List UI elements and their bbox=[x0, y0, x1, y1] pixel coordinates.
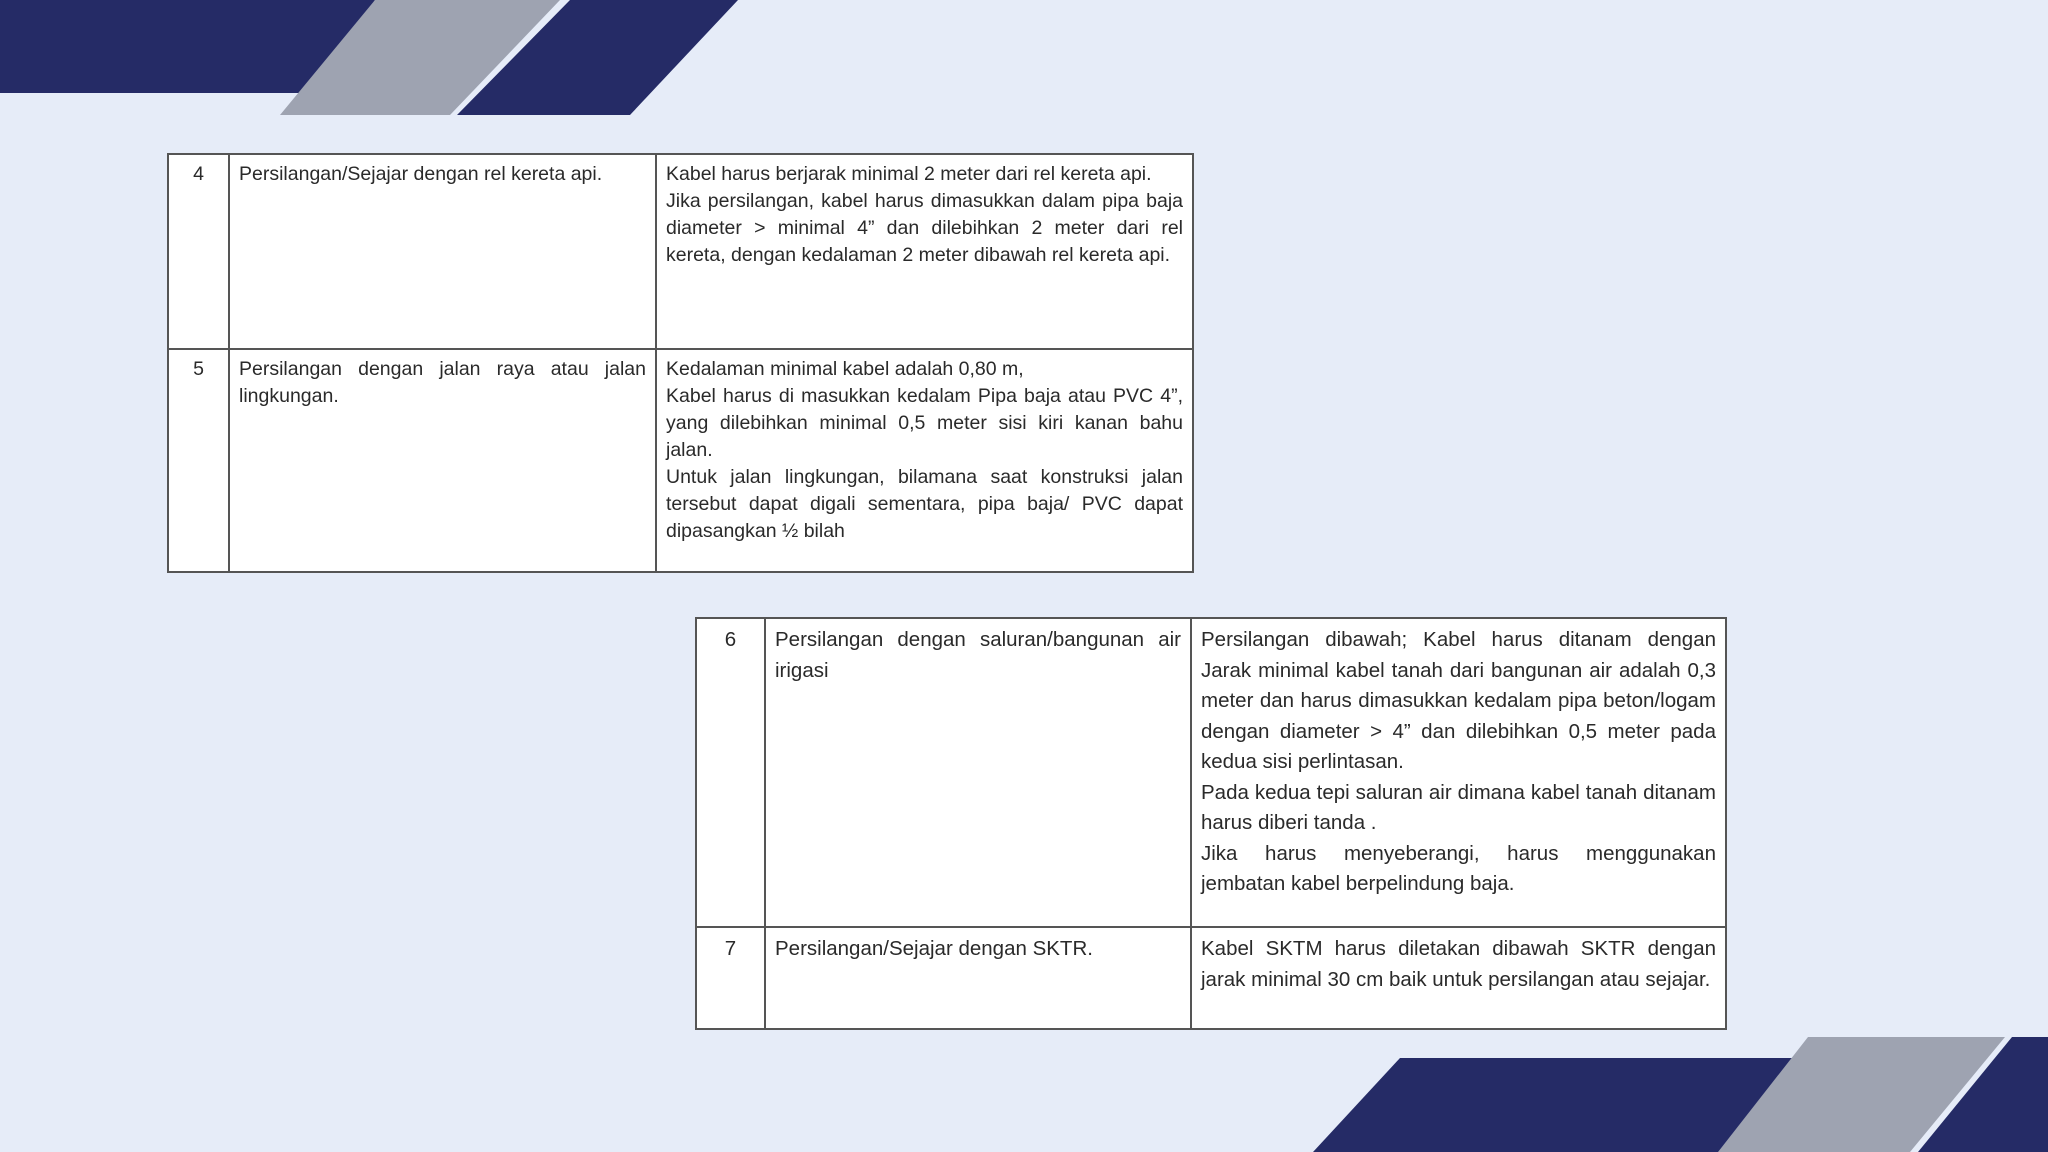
crossing-requirement bbox=[656, 154, 1193, 349]
bottom-right-navy-stripe-right bbox=[1918, 1037, 2048, 1152]
requirement-paragraph: Kabel harus di masukkan kedalam Pipa baja atau PVC 4”, yang dilebihkan minimal 0,5 meter sisi kiri kanan bahu jalan. bbox=[666, 385, 1183, 461]
requirement-paragraph: Kabel harus berjarak minimal 2 meter dari rel kereta api. bbox=[666, 163, 1152, 185]
crossing-subject: Persilangan/Sejajar dengan rel kereta api. bbox=[229, 154, 656, 349]
requirement-paragraph: Pada kedua tepi saluran air dimana kabel tanah ditanam harus diberi tanda . bbox=[1201, 780, 1716, 834]
crossing-requirement bbox=[1191, 927, 1726, 1029]
top-left-gray-stripe bbox=[280, 0, 560, 115]
table-row-5 bbox=[168, 349, 1193, 572]
requirements-table-upper bbox=[167, 153, 1194, 573]
requirement-paragraph: Kabel SKTM harus diletakan dibawah SKTR dengan jarak minimal 30 cm baik untuk persilangan atau sejajar. bbox=[1201, 937, 1716, 991]
row-number: 7 bbox=[696, 927, 765, 1029]
table-row-6 bbox=[696, 618, 1726, 927]
requirement-paragraph: Jika persilangan, kabel harus dimasukkan dalam pipa baja diameter > minimal 4” dan dilebihkan 2 meter dari rel kereta, dengan kedalaman 2 meter dibawah rel kereta api. bbox=[666, 190, 1183, 266]
requirement-paragraph: Kedalaman minimal kabel adalah 0,80 m, bbox=[666, 358, 1024, 380]
requirements-table-lower bbox=[695, 617, 1727, 1030]
requirement-paragraph: Untuk jalan lingkungan, bilamana saat konstruksi jalan tersebut dapat digali sementara, pipa baja/ PVC dapat dipasangkan ½ bilah bbox=[666, 466, 1183, 542]
row-number: 6 bbox=[696, 618, 765, 927]
crossing-requirement bbox=[1191, 618, 1726, 927]
row-number: 5 bbox=[168, 349, 229, 572]
row-number: 4 bbox=[168, 154, 229, 349]
crossing-subject: Persilangan dengan saluran/bangunan air irigasi bbox=[765, 618, 1191, 927]
table-row-4 bbox=[168, 154, 1193, 349]
top-left-navy-bar bbox=[0, 0, 375, 93]
bottom-right-navy-stripe-left bbox=[1313, 1058, 1805, 1152]
crossing-subject: Persilangan dengan jalan raya atau jalan lingkungan. bbox=[229, 349, 656, 572]
crossing-requirement bbox=[656, 349, 1193, 572]
crossing-subject: Persilangan/Sejajar dengan SKTR. bbox=[765, 927, 1191, 1029]
top-left-navy-stripe bbox=[457, 0, 738, 115]
table-row-7 bbox=[696, 927, 1726, 1029]
bottom-right-gray-stripe bbox=[1718, 1037, 2005, 1152]
requirement-paragraph: Jika harus menyeberangi, harus menggunakan jembatan kabel berpelindung baja. bbox=[1201, 841, 1716, 895]
requirement-paragraph: Persilangan dibawah; Kabel harus ditanam dengan Jarak minimal kabel tanah dari bangunan air adalah 0,3 meter dan harus dimasukkan kedalam pipa beton/logam dengan diameter > 4” dan dilebihkan 0,5 meter pada kedua sisi perlintasan. bbox=[1201, 628, 1716, 773]
